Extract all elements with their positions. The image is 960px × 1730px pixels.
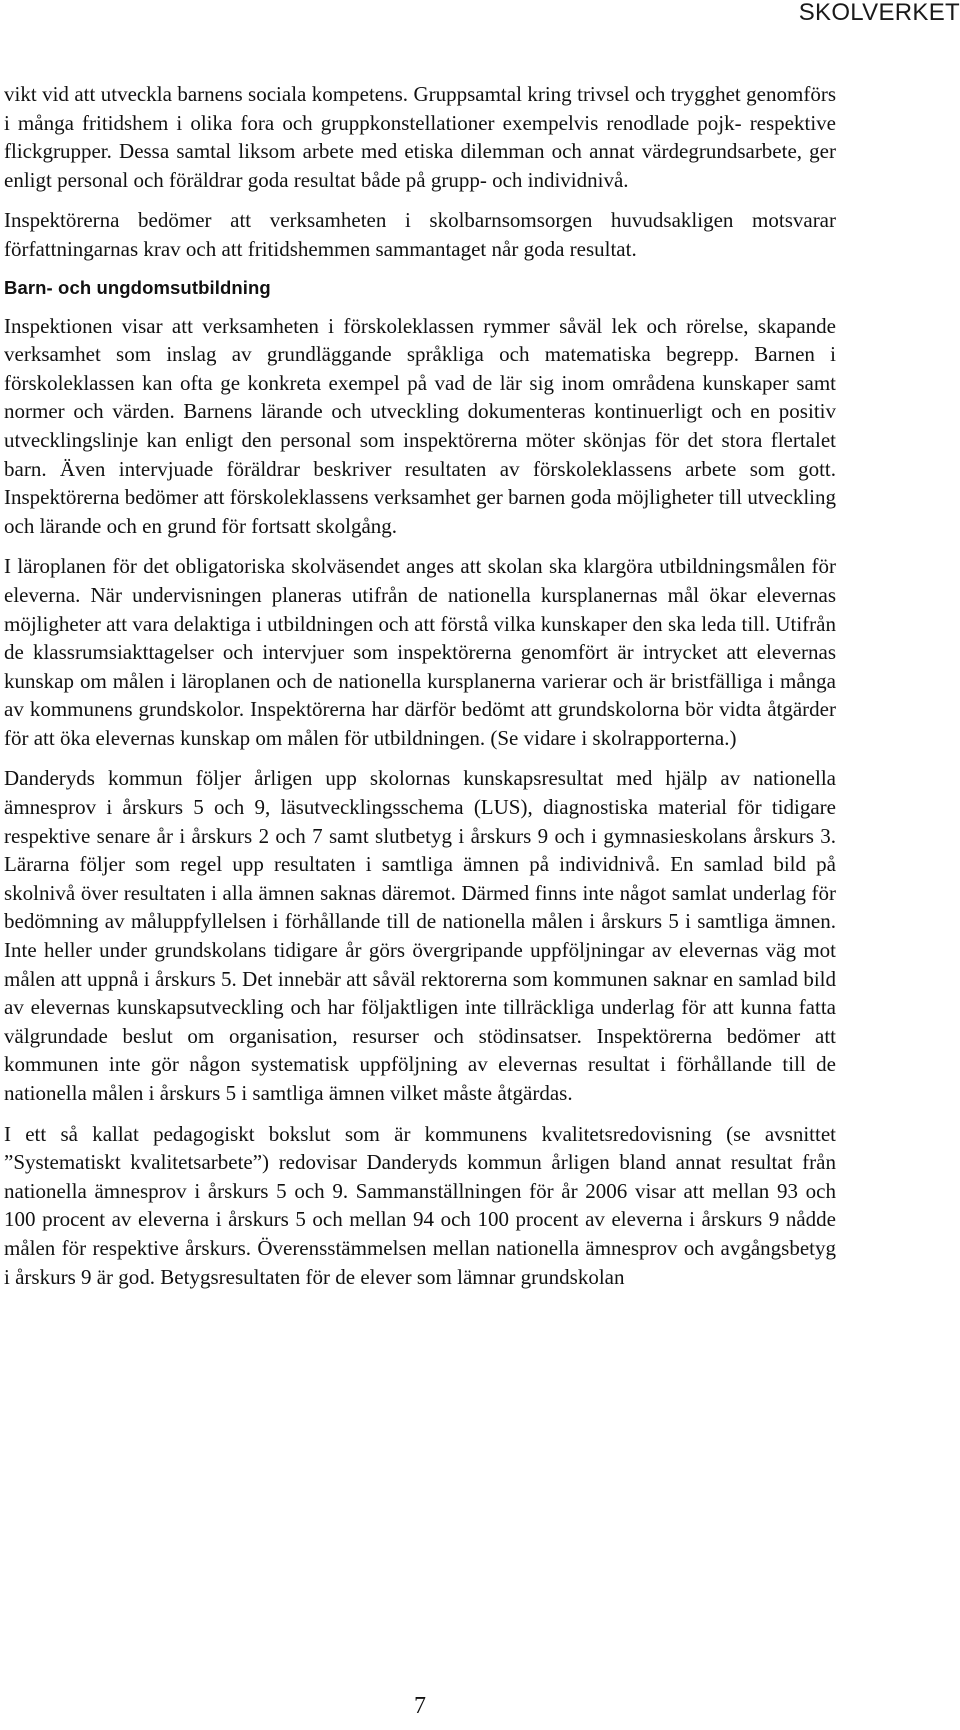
body-paragraph: Danderyds kommun följer årligen upp skolornas kunskapsresultat med hjälp av nationella ämnesprov i årskurs 5 och 9, läsutvecklingsschema (LUS), diagnostiska material för tidigare respektive senare år i årskurs 2 och 7 samt slutbetyg i årskurs 9 och i gymnasieskolans årskurs 3. Lärarna följer som regel upp resultaten i samtliga ämnen på individnivå. En samlad bild på skolnivå över resultaten i alla ämnen saknas däremot. Därmed finns inte något samlat underlag för bedömning av måluppfyllelsen i förhållande till de nationella målen i årskurs 5 i samtliga ämnen. Inte heller under grundskolans tidigare år görs övergripande uppföljningar av elevernas väg mot målen att uppnå i årskurs 5. Det innebär att såväl rektorerna som kommunen saknar en samlad bild av elevernas kunskapsutveckling och har följaktligen inte tillräckliga underlag för att kunna fatta välgrundade beslut om organisation, resurser och stödinsatser. Inspektörerna bedömer att kommunen inte gör någon systematisk uppföljning av elevernas resultat i förhållande till de nationella målen i årskurs 5 i samtliga ämnen vilket måste åtgärdas. — [4, 766, 836, 1105]
document-body — [4, 80, 836, 1303]
body-paragraph: Inspektörerna bedömer att verksamheten i skolbarnsomsorgen huvudsakligen motsvarar författningarnas krav och att fritidshemmen sammantaget når goda resultat. — [4, 208, 836, 261]
section-heading: Barn- och ungdomsutbildning — [4, 276, 271, 298]
body-paragraph: vikt vid att utveckla barnens sociala kompetens. Gruppsamtal kring trivsel och trygghet genomförs i många fritidshem i olika fora och gruppkonstellationer exempelvis renodlade pojk- respektive flickgrupper. Dessa samtal liksom arbete med etiska dilemman och annat värdegrundsarbete, ger enligt personal och föräldrar goda resultat både på grupp- och individnivå. — [4, 82, 836, 192]
header-brand: SKOLVERKET — [798, 0, 960, 26]
body-paragraph: I ett så kallat pedagogiskt bokslut som är kommunens kvalitetsredovisning (se avsnittet ”Systematiskt kvalitetsarbete”) redovisar Danderyds kommun årligen bland annat resultat från nationella ämnesprov i årskurs 5 och 9. Sammanställningen för år 2006 visar att mellan 93 och 100 procent av eleverna i årskurs 5 och mellan 94 och 100 procent av eleverna i årskurs 9 nådde målen för respektive årskurs. Överensstämmelsen mellan nationella ämnesprov och avgångsbetyg i årskurs 9 är god. Betygsresultaten för de elever som lämnar grundskolan — [4, 1121, 836, 1289]
body-paragraph: I läroplanen för det obligatoriska skolväsendet anges att skolan ska klargöra utbildningsmålen för eleverna. När undervisningen planeras utifrån de nationella kursplanernas mål ökar elevernas möjligheter att vara delaktiga i utbildningen och att förstå vilka kunskaper den ska leda till. Utifrån de klassrumsiakttagelser och intervjuer som inspektörerna genomfört är intrycket att elevernas kunskap om målen i läroplanen och de nationella kursplanerna varierar och är bristfälliga i många av kommunens grundskolor. Inspektörerna har därför bedömt att grundskolorna bör vidta åtgärder för att öka elevernas kunskap om målen för utbildningen. (Se vidare i skolrapporterna.) — [4, 554, 836, 750]
page-number: 7 — [414, 1693, 426, 1719]
body-paragraph: Inspektionen visar att verksamheten i förskoleklassen rymmer såväl lek och rörelse, skapande verksamhet som inslag av grundläggande språkliga och matematiska begrepp. Barnen i förskoleklassen kan ofta ge konkreta exempel på vad de lär sig inom områdena kunskaper samt normer och värden. Barnens lärande och utveckling dokumenteras kontinuerligt och en positiv utvecklingslinje kan enligt den personal som inspektörerna möter skönjas för det stora flertalet barn. Även intervjuade föräldrar beskriver resultaten av förskoleklassens arbete som gott. Inspektörerna bedömer att förskoleklassens verksamhet ger barnen goda möjligheter till utveckling och lärande och en grund för fortsatt skolgång. — [4, 313, 836, 538]
